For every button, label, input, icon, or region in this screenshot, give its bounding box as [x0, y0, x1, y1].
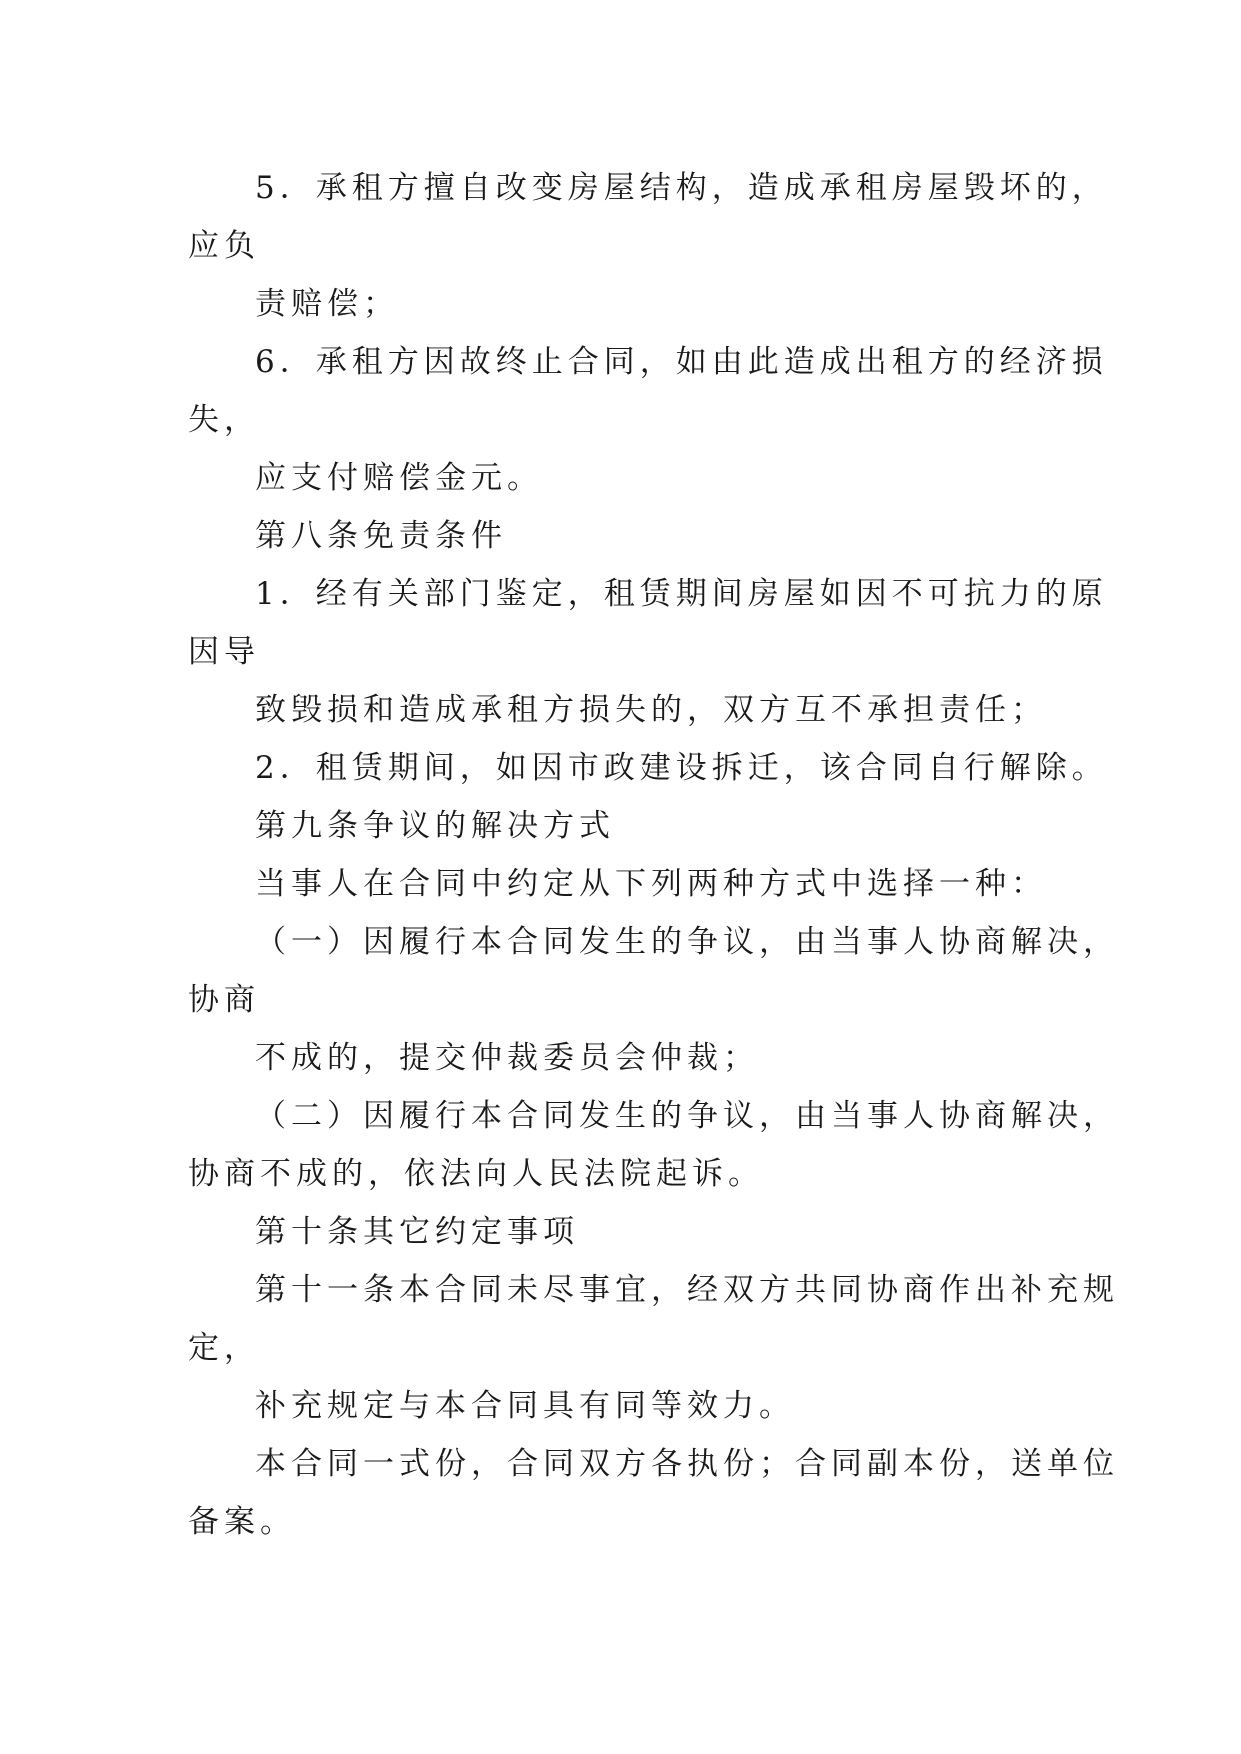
text-line: 本合同一式份，合同双方各执份；合同副本份，送单位 [255, 1446, 1119, 1482]
text-line: 备案。 [188, 1504, 296, 1540]
text-line: 定， [188, 1330, 260, 1366]
text-line: 因导 [188, 634, 260, 670]
text-line: （一）因履行本合同发生的争议，由当事人协商解决， [255, 924, 1119, 960]
text-line: 致毁损和造成承租方损失的，双方互不承担责任； [255, 692, 1047, 728]
text-line: 责赔偿； [255, 286, 399, 322]
text-line: 6．承租方因故终止合同，如由此造成出租方的经济损 [255, 344, 1108, 380]
text-line: 协商 [188, 982, 260, 1018]
text-line: 协商不成的，依法向人民法院起诉。 [188, 1156, 764, 1192]
text-line: 补充规定与本合同具有同等效力。 [255, 1388, 795, 1424]
text-line: 应负 [188, 228, 260, 264]
text-line: 第十一条本合同未尽事宜，经双方共同协商作出补充规 [255, 1272, 1119, 1308]
text-line: 应支付赔偿金元。 [255, 460, 543, 496]
text-line: 不成的，提交仲裁委员会仲裁； [255, 1040, 759, 1076]
section-heading: 第八条免责条件 [255, 518, 507, 554]
section-heading: 第九条争议的解决方式 [255, 808, 615, 844]
text-line: 失， [188, 402, 260, 438]
text-line: 1．经有关部门鉴定，租赁期间房屋如因不可抗力的原 [255, 576, 1108, 612]
section-heading: 第十条其它约定事项 [255, 1214, 579, 1250]
text-line: 当事人在合同中约定从下列两种方式中选择一种： [255, 866, 1047, 902]
text-line: 5．承租方擅自改变房屋结构，造成承租房屋毁坏的， [255, 170, 1108, 206]
text-line: （二）因履行本合同发生的争议，由当事人协商解决， [255, 1098, 1119, 1134]
text-line: 2．租赁期间，如因市政建设拆迁，该合同自行解除。 [255, 750, 1108, 786]
